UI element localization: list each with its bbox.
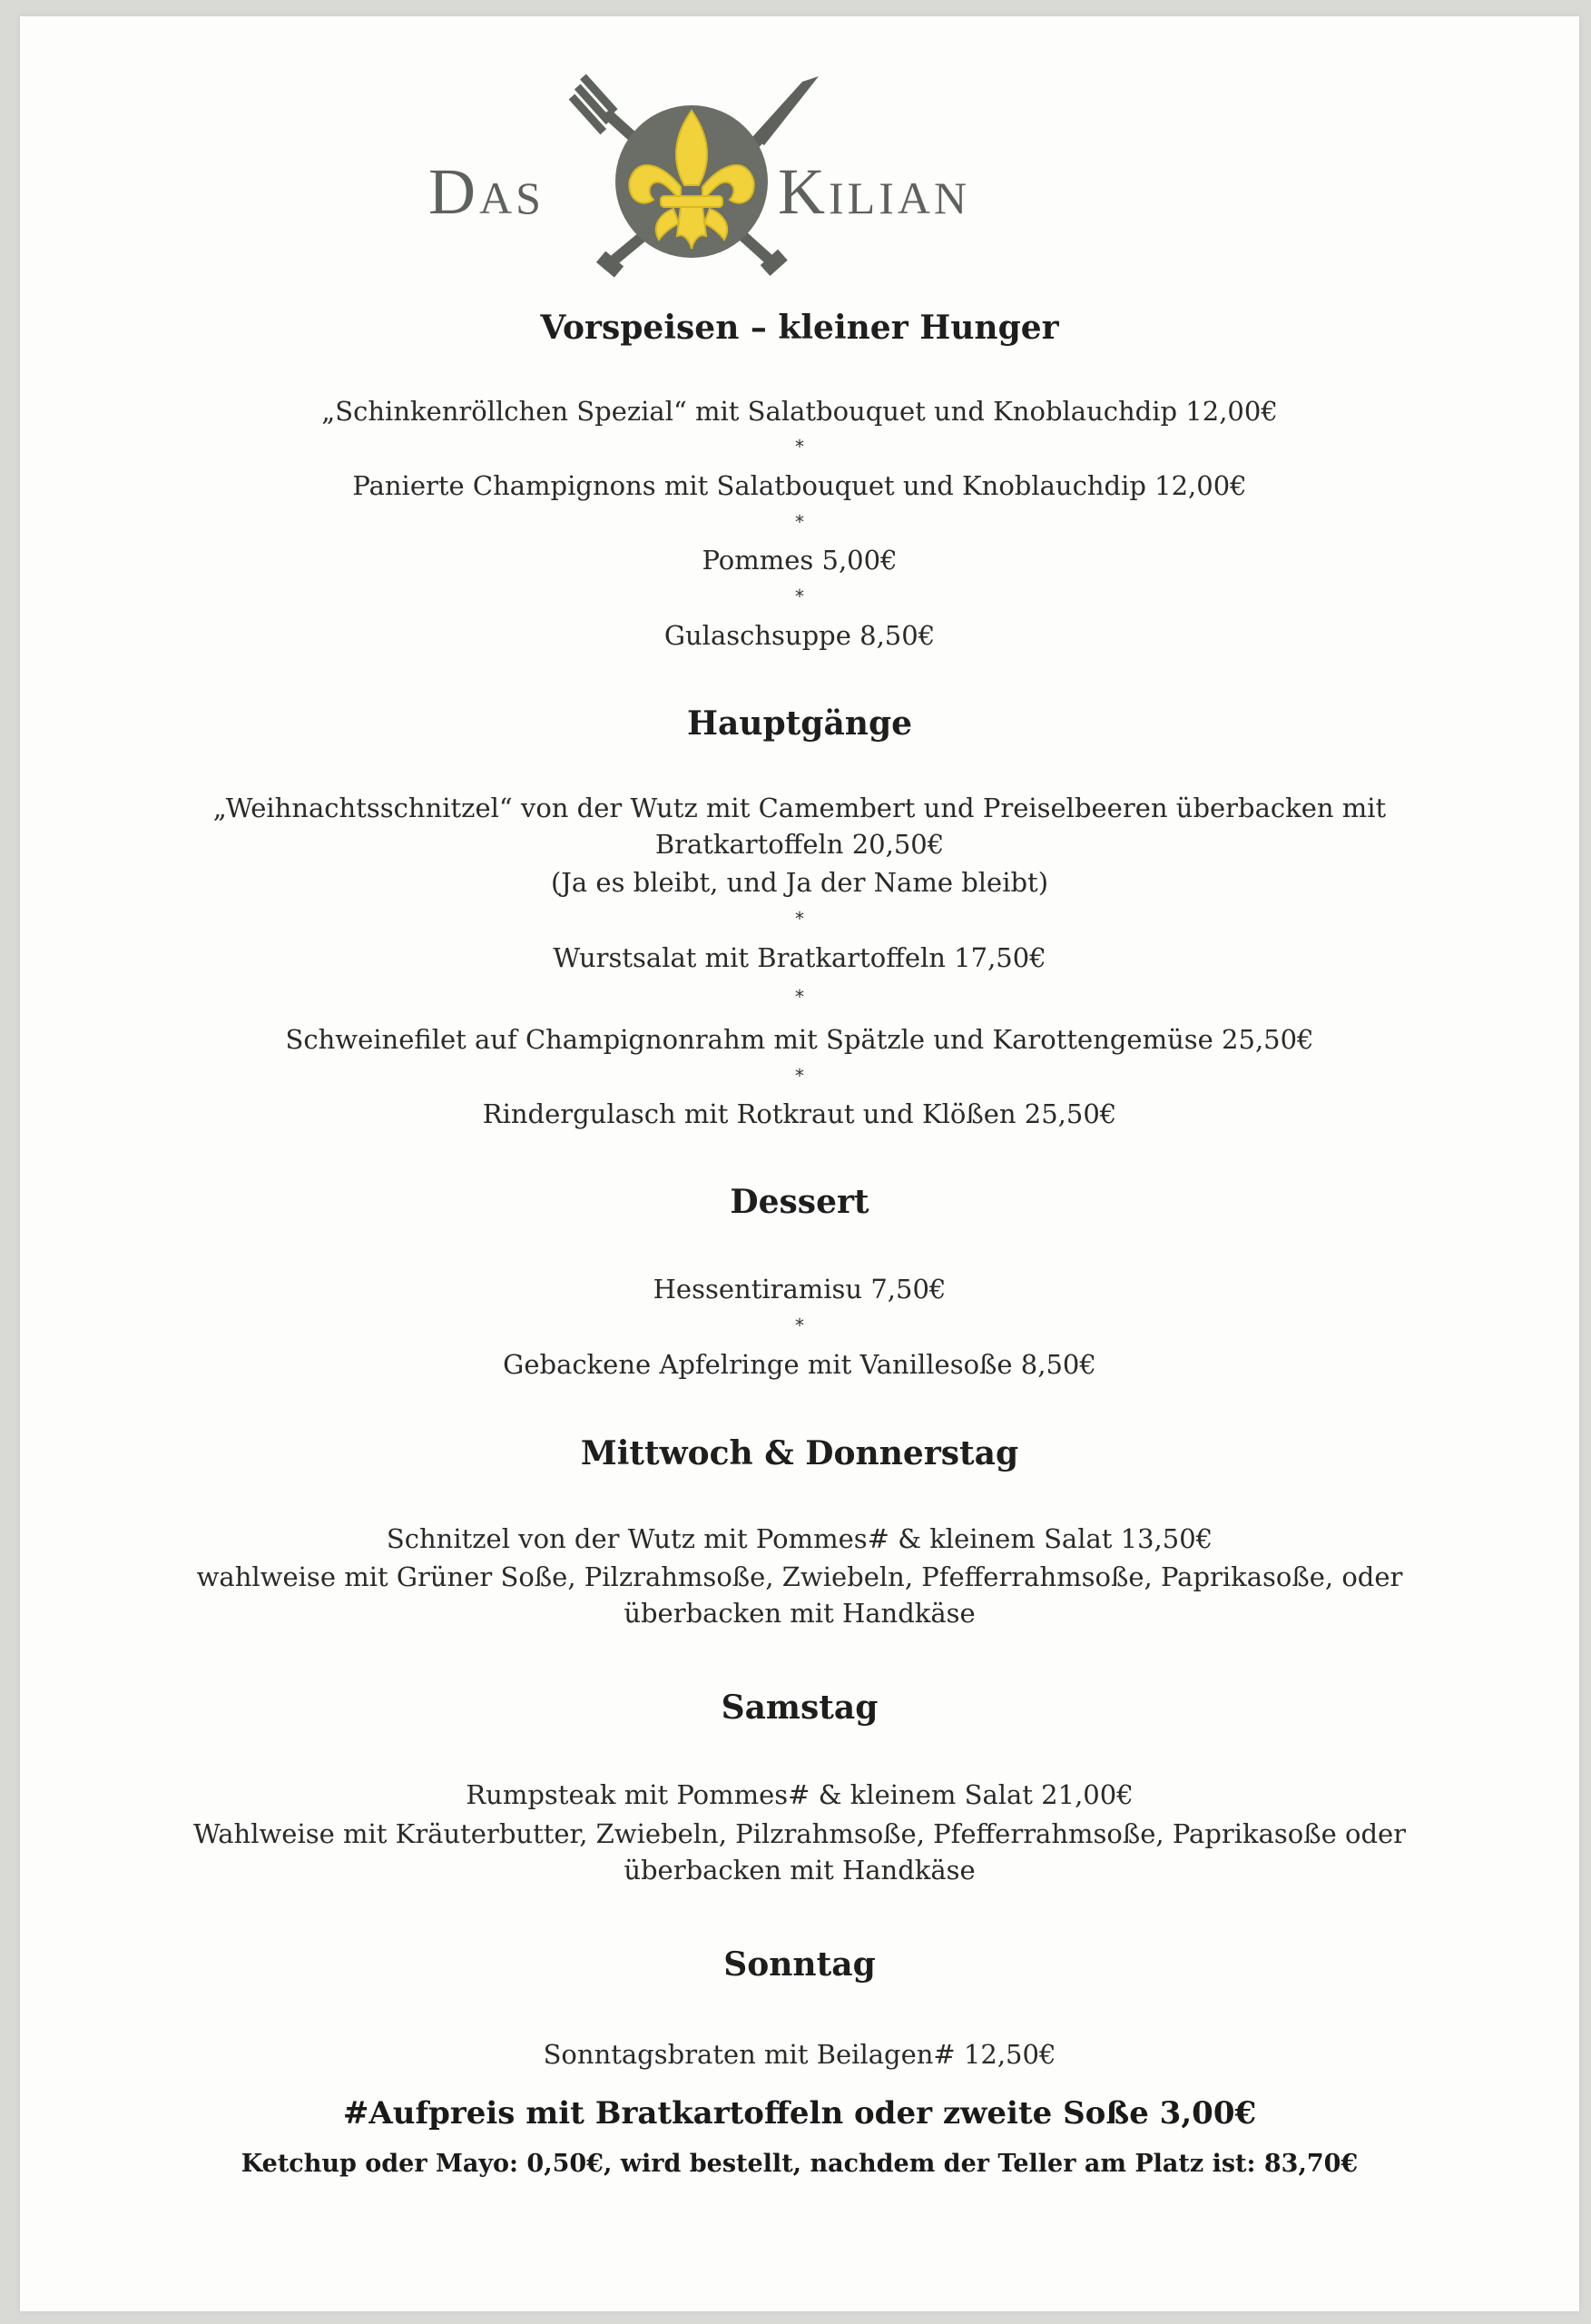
section-title-mittwoch: Mittwoch & Donnerstag: [580, 1434, 1019, 1472]
separator-star: *: [795, 986, 804, 1008]
section-title-sonntag: Sonntag: [723, 1945, 876, 1984]
section-title-dessert: Dessert: [730, 1183, 869, 1221]
menu-item: Panierte Champignons mit Salatbouquet und Knoblauchdip 12,00€: [352, 470, 1247, 501]
menu-item: Gulaschsuppe 8,50€: [663, 620, 936, 651]
menu-item: wahlweise mit Grüner Soße, Pilzrahmsoße, Zwiebeln, Pfefferrahmsoße, Paprikasoße, oder: [196, 1561, 1403, 1592]
separator-star: *: [795, 1065, 804, 1087]
menu-item: Rumpsteak mit Pommes# & kleinem Salat 21,00€: [466, 1779, 1134, 1810]
separator-star: *: [795, 511, 804, 533]
logo-word-kilian: Kilian: [778, 155, 971, 228]
section-title-vorspeisen: Vorspeisen – kleiner Hunger: [540, 309, 1059, 347]
menu-item: Rindergulasch mit Rotkraut und Klößen 25,50€: [482, 1098, 1117, 1129]
restaurant-logo: [20, 54, 1579, 295]
separator-star: *: [795, 586, 804, 607]
menu-item: Hessentiramisu 7,50€: [653, 1274, 947, 1305]
section-title-samstag: Samstag: [721, 1689, 879, 1727]
logo-word-das: Das: [428, 155, 545, 228]
note-ketchup: Ketchup oder Mayo: 0,50€, wird bestellt, nachdem der Teller am Platz ist: 83,70€: [241, 2150, 1359, 2178]
menu-item: Gebackene Apfelringe mit Vanillesoße 8,50€: [503, 1349, 1096, 1380]
section-title-hauptgaenge: Hauptgänge: [686, 704, 913, 743]
menu-item: Bratkartoffeln 20,50€: [654, 829, 945, 860]
menu-item: Schweinefilet auf Champignonrahm mit Spätzle und Karottengemüse 25,50€: [285, 1024, 1314, 1055]
menu-item: überbacken mit Handkäse: [624, 1598, 976, 1629]
menu-item: Sonntagsbraten mit Beilagen# 12,50€: [543, 2039, 1056, 2070]
menu-item: „Schinkenröllchen Spezial“ mit Salatbouquet und Knoblauchdip 12,00€: [321, 396, 1278, 427]
separator-star: *: [795, 908, 804, 930]
separator-star: *: [795, 1315, 804, 1336]
menu-item: Schnitzel von der Wutz mit Pommes# & kleinem Salat 13,50€: [386, 1523, 1213, 1554]
menu-item: Pommes 5,00€: [702, 545, 898, 576]
menu-item: Wahlweise mit Kräuterbutter, Zwiebeln, Pilzrahmsoße, Pfefferrahmsoße, Paprikasoße oder: [192, 1818, 1407, 1849]
note-aufpreis: #Aufpreis mit Bratkartoffeln oder zweite Soße 3,00€: [342, 2095, 1257, 2132]
menu-item-note: (Ja es bleibt, und Ja der Name bleibt): [550, 867, 1049, 898]
menu-sheet: [20, 16, 1579, 2311]
menu-item: Wurstsalat mit Bratkartoffeln 17,50€: [553, 942, 1046, 973]
menu-item: „Weihnachtsschnitzel“ von der Wutz mit Camembert und Preiselbeeren überbacken mit: [212, 793, 1387, 823]
separator-star: *: [795, 436, 804, 458]
menu-item: überbacken mit Handkäse: [624, 1855, 976, 1886]
